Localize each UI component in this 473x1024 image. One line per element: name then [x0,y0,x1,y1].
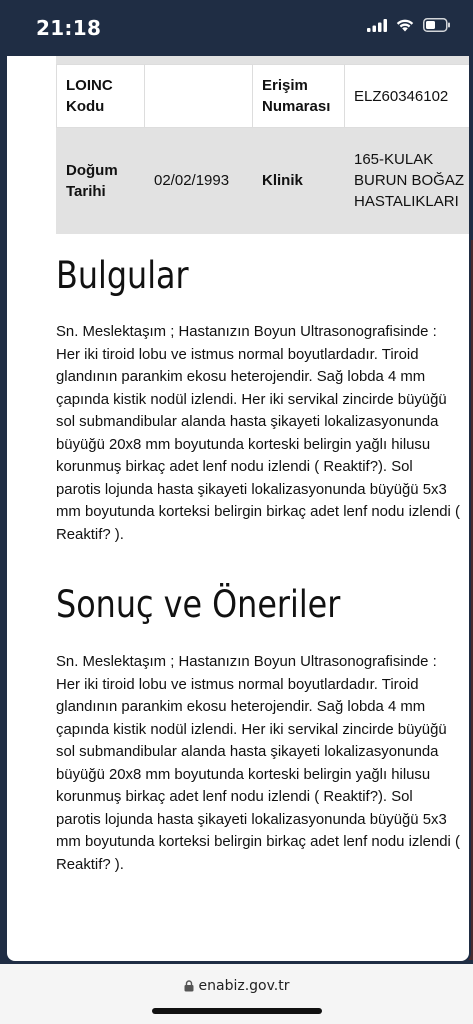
signal-icon [367,19,387,32]
battery-icon [423,18,451,32]
table-row [57,65,472,128]
clinic-label: Klinik [253,128,345,234]
findings-title: Bulgular [56,254,189,297]
loinc-value [145,65,253,128]
home-indicator[interactable] [152,1008,322,1014]
status-time: 21:18 [36,16,102,40]
lock-icon [184,980,194,992]
status-bar [0,0,473,56]
loinc-label: LOINC Kodu [57,65,145,128]
clinic-value: 165-KULAK BURUN BOĞAZ HASTALIKLARI [345,128,472,234]
wifi-icon [396,18,414,32]
conclusion-title: Sonuç ve Öneriler [56,583,341,626]
birth-date-value: 02/02/1993 [145,128,253,234]
browser-bottom-bar [0,964,473,1024]
table-top-edge [56,56,471,64]
accession-value: ELZ60346102 [345,65,472,128]
table-row [57,128,472,234]
accession-label: Erişim Numarası [253,65,345,128]
url-text: enabiz.gov.tr [198,978,290,994]
report-page[interactable] [5,56,471,963]
patient-info-table [56,64,471,234]
birth-date-label: Doğum Tarihi [57,128,145,234]
findings-text: Sn. Meslektaşım ; Hastanızın Boyun Ultrasonografisinde : Her iki tiroid lobu ve istmus normal boyutlardadır. Tiroid glandının parankim ekosu heterojendir. Sağ lobda 4 mm çapında kistik nodül izlendi. Her iki servikal zincirde büyüğü sol submandibular alanda hasta şikayeti lokalizasyonunda büyüğü 20x8 mm boyutunda korteski belirgin yağlı hilusu korunmuş birkaç adet lenf nodu izlendi ( Reaktif?). Sol parotis lojunda hasta şikayeti lokalizasyonunda büyüğü 5x3 mm boyutunda korteksi belirgin birkaç adet lenf nodu izlendi ( Reaktif? ). [56,324,460,543]
address-bar[interactable] [0,978,473,994]
status-icons [367,18,451,32]
conclusion-text: Sn. Meslektaşım ; Hastanızın Boyun Ultrasonografisinde : Her iki tiroid lobu ve istmus normal boyutlardadır. Tiroid glandının parankim ekosu heterojendir. Sağ lobda 4 mm çapında kistik nodül izlendi. Her iki servikal zincirde büyüğü sol submandibular alanda hasta şikayeti lokalizasyonunda büyüğü 20x8 mm boyutunda korteski belirgin yağlı hilusu korunmuş birkaç adet lenf nodu izlendi ( Reaktif?). Sol parotis lojunda hasta şikayeti lokalizasyonunda büyüğü 5x3 mm boyutunda korteksi belirgin birkaç adet lenf nodu izlendi ( Reaktif? ). [56,654,460,873]
